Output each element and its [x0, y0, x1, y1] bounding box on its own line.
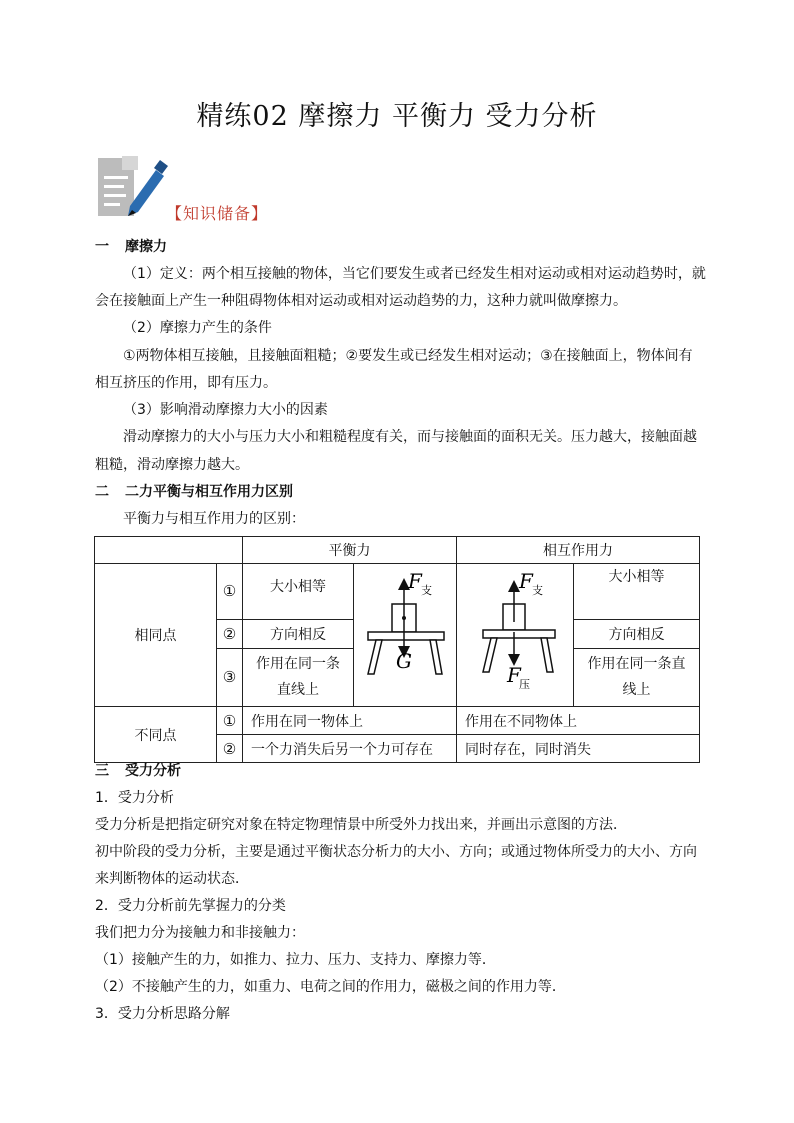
same-balance-cell: 方向相反 — [243, 619, 354, 648]
same-mutual-cell: 方向相反 — [574, 619, 700, 648]
paragraph-line: （2）不接触产生的力，如重力、电荷之间的作用力，磁极之间的作用力等． — [95, 979, 566, 995]
same-balance-cell: 大小相等 — [243, 564, 354, 620]
paragraph-line: （2）摩擦力产生的条件 — [123, 320, 272, 336]
paragraph-line: 相互挤压的作用，即有压力。 — [95, 375, 277, 391]
force-subscript: 支 — [532, 584, 543, 597]
paragraph-line: （1）定义：两个相互接触的物体，当它们要发生或者已经发生相对运动或相对运动趋势时，就 — [123, 266, 706, 282]
paragraph-line: 初中阶段的受力分析，主要是通过平衡状态分析力的大小、方向；或通过物体所受力的大小、方向 — [95, 844, 697, 860]
mutual-force-diagram — [457, 564, 574, 702]
table-top-shape — [368, 632, 444, 640]
same-mutual-cell: 大小相等 — [574, 564, 700, 620]
item-marker: ② — [217, 619, 243, 648]
force-subscript: 支 — [421, 584, 432, 597]
paragraph-line: 滑动摩擦力的大小与压力大小和粗糙程度有关，而与接触面的面积无关。压力越大，接触面越 — [123, 429, 697, 445]
section-heading-text: 摩擦力 — [125, 239, 167, 255]
item-marker: ① — [217, 564, 243, 620]
paragraph-line: （1）接触产生的力，如推力、拉力、压力、支持力、摩擦力等． — [95, 952, 496, 968]
diff-mutual-cell: 同时存在，同时消失 — [457, 735, 700, 763]
comparison-table — [94, 536, 700, 763]
table-leg-shape — [430, 640, 442, 674]
page-title: 精练02 摩擦力 平衡力 受力分析 — [196, 101, 598, 132]
diff-balance-cell: 作用在同一物体上 — [243, 707, 457, 735]
item-marker: ② — [217, 735, 243, 763]
section-heading-text: 受力分析 — [125, 763, 181, 779]
section-number: 三 — [95, 763, 109, 779]
diff-balance-cell: 一个力消失后另一个力可存在 — [243, 735, 457, 763]
paragraph-line: 粗糙，滑动摩擦力越大。 — [95, 457, 249, 473]
table-leg-shape — [541, 638, 553, 672]
paragraph-line: 受力分析是把指定研究对象在特定物理情景中所受外力找出来，并画出示意图的方法． — [95, 817, 627, 833]
item-marker: ① — [217, 707, 243, 735]
row-label-same: 相同点 — [95, 564, 217, 707]
force-label-g: G — [396, 649, 412, 673]
paragraph-line: 平衡力与相互作用力的区别： — [123, 511, 305, 527]
header-mutual-force: 相互作用力 — [457, 537, 700, 564]
section-number: 二 — [95, 484, 109, 500]
paragraph-line: 会在接触面上产生一种阻碍物体相对运动或相对运动趋势的力，这种力就叫做摩擦力。 — [95, 293, 627, 309]
same-balance-cell: 作用在同一条直线上 — [243, 648, 354, 706]
section-heading-friction — [95, 237, 167, 257]
paragraph-line: 3．受力分析思路分解 — [95, 1006, 230, 1022]
same-mutual-cell: 作用在同一条直线上 — [574, 648, 700, 706]
table-leg-shape — [483, 638, 497, 672]
table-leg-shape — [368, 640, 382, 674]
force-label-f: F — [507, 663, 521, 687]
table-corner-cell — [95, 537, 243, 564]
section-number: 一 — [95, 239, 109, 255]
balance-force-figure-cell — [354, 564, 457, 707]
force-label-f: F — [519, 569, 533, 593]
paragraph-line: 2．受力分析前先掌握力的分类 — [95, 898, 286, 914]
paragraph-line: ①两物体相互接触，且接触面粗糙；②要发生或已经发生相对运动；③在接触面上，物体间有 — [123, 348, 693, 364]
mutual-force-figure-cell — [457, 564, 574, 707]
paragraph-line: 1．受力分析 — [95, 790, 174, 806]
paragraph-line: 我们把力分为接触力和非接触力： — [95, 925, 305, 941]
force-label-f: F — [408, 569, 422, 593]
table-top-shape — [483, 630, 555, 638]
section-heading-balance — [95, 482, 293, 502]
header-balance-force: 平衡力 — [243, 537, 457, 564]
section-tag: 【知识储备】 — [166, 204, 269, 223]
paragraph-line: 来判断物体的运动状态． — [95, 871, 249, 887]
section-heading-force-analysis — [95, 761, 181, 781]
force-origin-dot — [402, 616, 406, 620]
item-marker: ③ — [217, 648, 243, 706]
force-subscript: 压 — [519, 678, 530, 691]
paragraph-line: （3）影响滑动摩擦力大小的因素 — [123, 402, 328, 418]
row-label-diff: 不同点 — [95, 707, 217, 763]
diff-mutual-cell: 作用在不同物体上 — [457, 707, 700, 735]
document-pen-icon — [96, 152, 168, 218]
balance-force-diagram — [354, 564, 457, 702]
section-heading-text: 二力平衡与相互作用力区别 — [125, 484, 293, 500]
